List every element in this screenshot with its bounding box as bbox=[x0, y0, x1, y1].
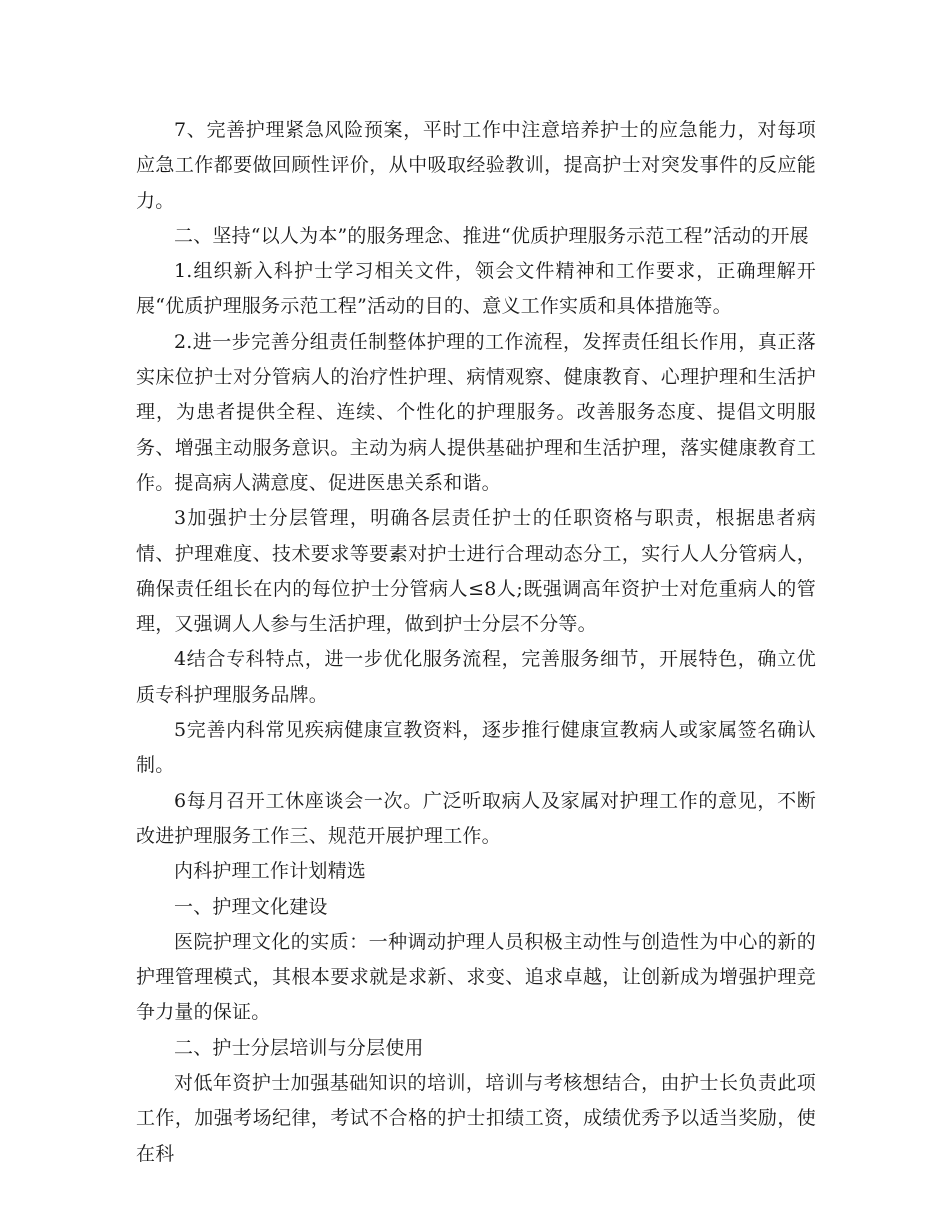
paragraph-emergency-plan: 7、完善护理紧急风险预案，平时工作中注意培养护士的应急能力，对每项应急工作都要做回顾性评价，从中吸取经验教训，提高护士对突发事件的反应能力。 bbox=[136, 119, 816, 212]
paragraph-item-4: 4结合专科特点，进一步优化服务流程，完善服务细节，开展特色，确立优质专科护理服务品牌。 bbox=[136, 648, 816, 706]
paragraph-item-2: 2.进一步完善分组责任制整体护理的工作流程，发挥责任组长作用，真正落实床位护士对分管病人的治疗性护理、病情观察、健康教育、心理护理和生活护理，为患者提供全程、连续、个性化的护理服务。改善服务态度、提倡文明服务、增强主动服务意识。主动为病人提供基础护理和生活护理，落实健康教育工作。提高病人满意度、促进医患关系和谐。 bbox=[136, 330, 816, 494]
paragraph-item-6: 6每月召开工休座谈会一次。广泛听取病人及家属对护理工作的意见，不断改进护理服务工作三、规范开展护理工作。 bbox=[136, 789, 816, 847]
heading-nursing-culture: 一、护理文化建设 bbox=[174, 895, 328, 918]
paragraph-item-3: 3加强护士分层管理，明确各层责任护士的任职资格与职责，根据患者病情、护理难度、技术要求等要素对护士进行合理动态分工，实行人人分管病人，确保责任组长在内的每位护士分管病人≤8人;既强调高年资护士对危重病人的管理，又强调人人参与生活护理，做到护士分层不分等。 bbox=[136, 507, 816, 636]
heading-tiered-training: 二、护士分层培训与分层使用 bbox=[174, 1036, 424, 1059]
section-title: 内科护理工作计划精选 bbox=[174, 860, 367, 883]
document-body bbox=[136, 113, 816, 1172]
paragraph-item-5: 5完善内科常见疾病健康宣教资料，逐步推行健康宣教病人或家属签名确认制。 bbox=[136, 719, 816, 777]
paragraph-nursing-culture: 医院护理文化的实质：一种调动护理人员积极主动性与创造性为中心的新的护理管理模式，其根本要求就是求新、求变、追求卓越，让创新成为增强护理竞争力量的保证。 bbox=[136, 930, 816, 1024]
paragraph-item-1: 1.组织新入科护士学习相关文件，领会文件精神和工作要求，正确理解开展“优质护理服务示范工程”活动的目的、意义工作实质和具体措施等。 bbox=[136, 260, 816, 318]
paragraph-tiered-training: 对低年资护士加强基础知识的培训，培训与考核想结合，由护士长负责此项工作，加强考场纪律，考试不合格的护士扣绩工资，成绩优秀予以适当奖励，使在科 bbox=[136, 1072, 816, 1165]
heading-people-oriented-service: 二、坚持“以人为本”的服务理念、推进“优质护理服务示范工程”活动的开展 bbox=[174, 224, 809, 247]
